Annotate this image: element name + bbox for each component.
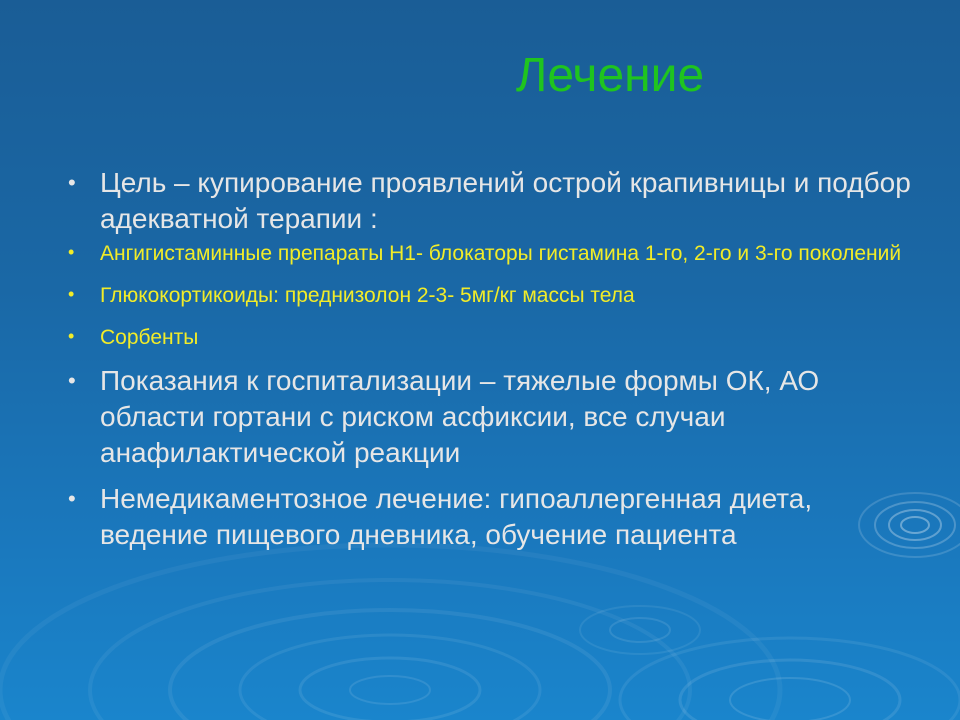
bullet-icon: • <box>68 284 75 304</box>
slide-title: Лечение <box>515 49 705 102</box>
bullet-text: Цель – купирование проявлений острой крапивницы и подбор адекватной терапии : <box>100 167 911 234</box>
bullet-text: Немедикаментозное лечение: гипоаллергенная диета, ведение пищевого дневника, обучение пациента <box>100 483 813 550</box>
bullet-text: Ангигистаминные препараты Н1- блокаторы гистамина 1-го, 2-го и 3-го поколений <box>100 242 902 265</box>
bullet-item-goal <box>60 165 920 237</box>
bullet-icon: • <box>68 242 75 262</box>
bullet-item-sorbents <box>60 323 920 353</box>
bullet-item-antihistamines <box>60 239 920 269</box>
bullet-list <box>60 165 920 553</box>
bullet-text: Глюкокортикоиды: преднизолон 2-3- 5мг/кг массы тела <box>100 284 635 307</box>
bullet-text: Сорбенты <box>100 326 199 349</box>
bullet-item-glucocorticoids <box>60 281 920 311</box>
bullet-icon: • <box>68 326 75 346</box>
bullet-item-hospitalization <box>60 363 920 471</box>
bullet-item-non-drug <box>60 481 920 553</box>
bullet-icon: • <box>68 368 76 393</box>
bullet-icon: • <box>68 170 76 195</box>
bullet-text: Показания к госпитализации – тяжелые формы ОК, АО области гортани с риском асфиксии, все случаи анафилактической реакции <box>100 365 820 468</box>
bullet-icon: • <box>68 486 76 511</box>
